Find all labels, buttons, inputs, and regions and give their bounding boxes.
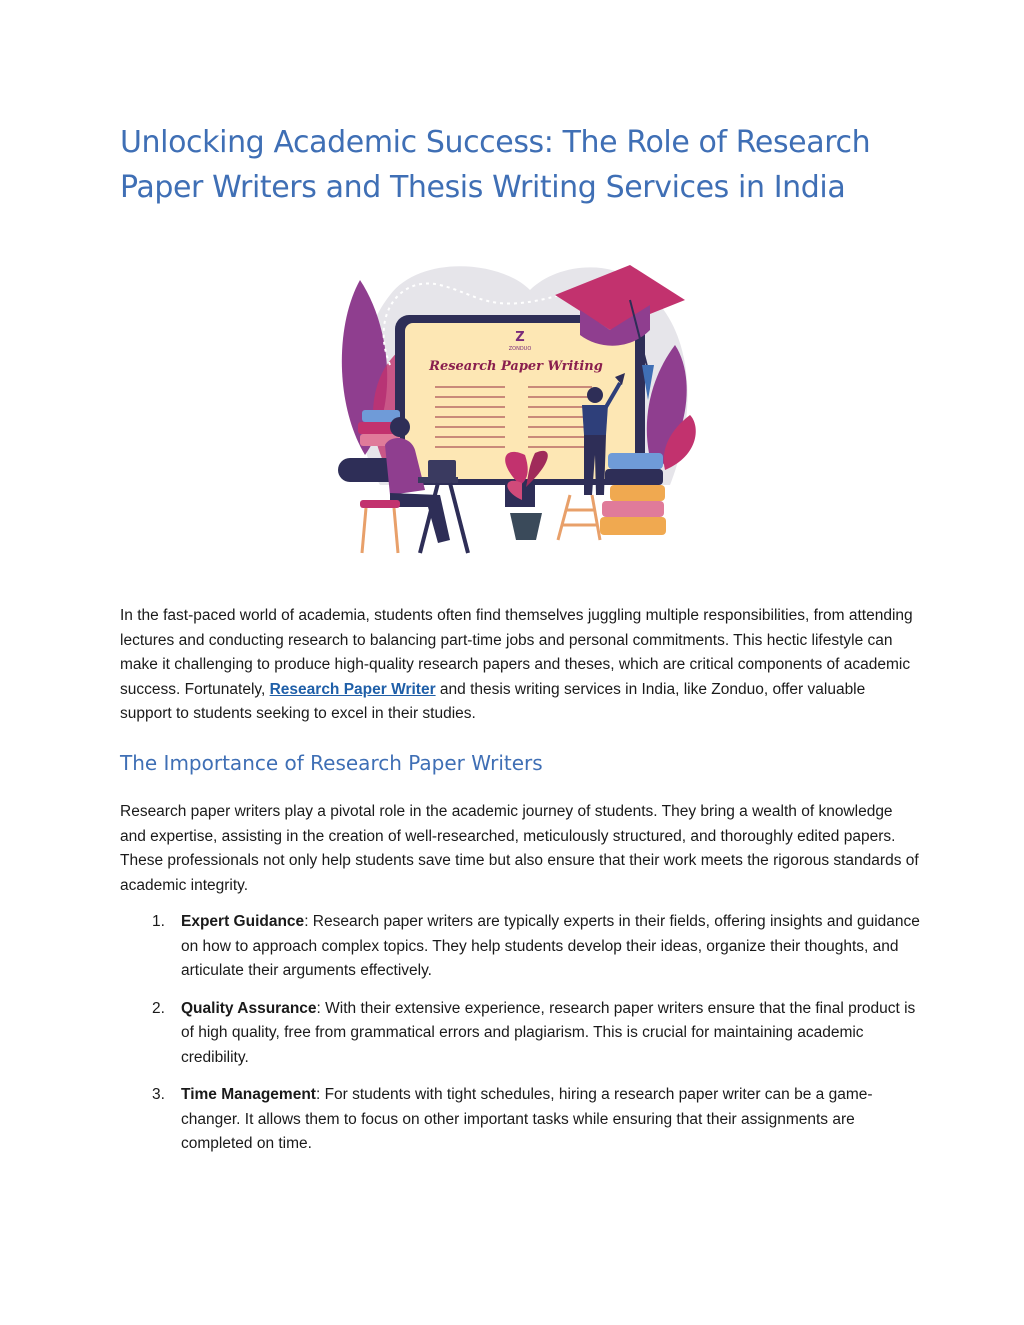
list-item-term: Expert Guidance <box>181 913 305 930</box>
list-item <box>120 1083 920 1157</box>
section-heading: The Importance of Research Paper Writers <box>120 751 543 775</box>
intro-paragraph <box>120 604 920 727</box>
benefits-list <box>120 910 920 1170</box>
list-item <box>120 910 920 984</box>
hero-caption: Research Paper Writing <box>429 359 603 374</box>
intro-text-start: In the fast-paced world of academia, students often find themselves juggling multiple responsibilities, from attending lectures and conducting research to balancing part-time jobs and personal commitments. This hectic lifestyle can make it challenging to produce high-quality research papers and theses, which are critical components of academic success. Fortunately, <box>120 607 913 698</box>
list-item-number: 2. <box>152 999 165 1017</box>
page-title: Unlocking Academic Success: The Role of Research Paper Writers and Thesis Writing Services in India <box>120 125 871 205</box>
research-paper-writer-link[interactable]: Research Paper Writer <box>269 680 436 698</box>
books-stack-right-icon <box>600 453 666 535</box>
list-item-term: Quality Assurance <box>181 999 317 1017</box>
list-item-term: Time Management <box>181 1086 316 1103</box>
intro-text-end: and thesis writing services in India, like Zonduo, offer valuable support to students seeking to excel in their studies. <box>120 680 866 722</box>
brand-logo-text: ZONDUO <box>508 346 532 352</box>
list-item-number: 3. <box>152 1086 165 1103</box>
list-item-text: : With their extensive experience, research paper writers ensure that the final product is of high quality, free from grammatical errors and plagiarism. This is crucial for maintaining academic credibility. <box>181 999 916 1066</box>
list-item-text: : For students with tight schedules, hiring a research paper writer can be a game-changer. It allows them to focus on other important tasks while ensuring that their assignments are completed on time. <box>181 1086 873 1152</box>
list-item <box>120 997 920 1071</box>
ladder-icon <box>558 495 600 540</box>
section-paragraph: Research paper writers play a pivotal role in the academic journey of students. They bring a wealth of knowledge and expertise, assisting in the creation of well-researched, meticulously structured, and thoroughly edited papers. These professionals not only help students save time but also ensure that their work meets the rigorous standards of academic integrity. <box>120 803 919 894</box>
list-item-text: : Research paper writers are typically experts in their fields, offering insights and guidance on how to approach complex topics. They help students develop their ideas, organize their thoughts, and articulate their arguments effectively. <box>181 913 920 979</box>
list-item-number: 1. <box>152 913 165 930</box>
hero-illustration <box>330 255 700 560</box>
brand-logo-mark: Z <box>515 330 525 345</box>
